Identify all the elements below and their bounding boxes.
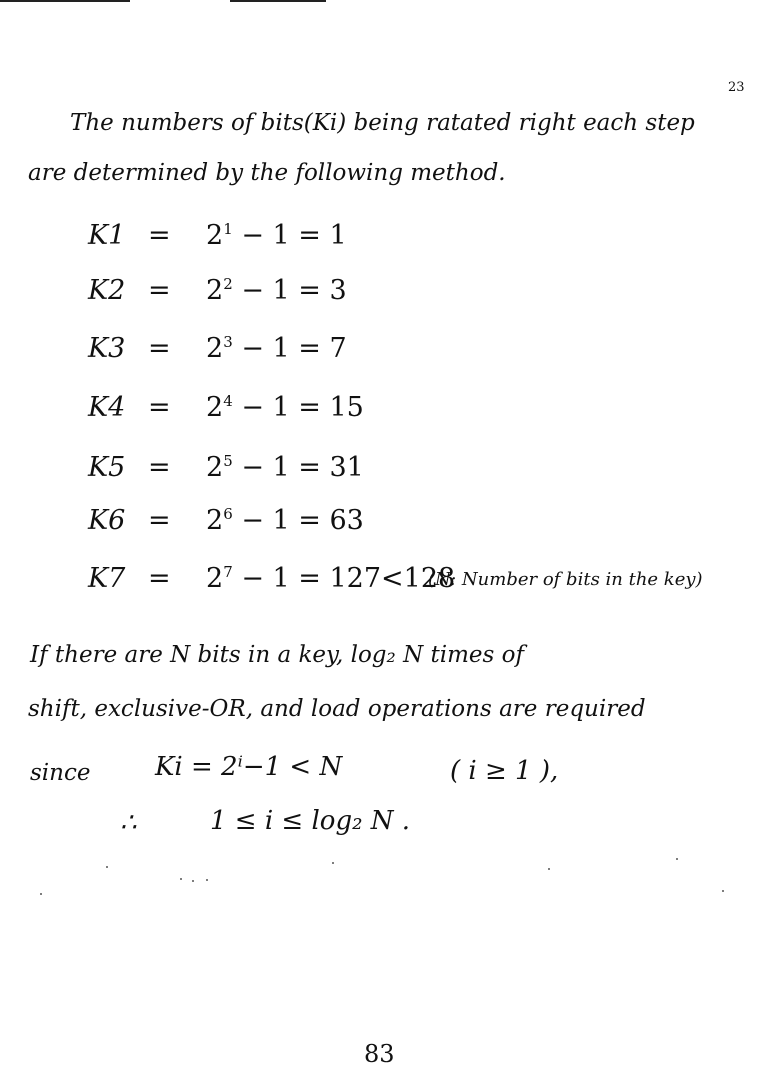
paper-speck bbox=[40, 893, 42, 895]
paper-speck bbox=[332, 862, 334, 864]
paper-speck bbox=[206, 879, 208, 881]
paper-speck bbox=[548, 868, 550, 870]
equals-sign: = bbox=[148, 220, 171, 251]
since-label: since bbox=[30, 760, 91, 786]
k-label: K5 bbox=[88, 452, 126, 483]
paper-speck bbox=[722, 890, 724, 892]
k-row bbox=[88, 563, 748, 611]
top-edge-line bbox=[0, 0, 130, 2]
k-label: K4 bbox=[88, 392, 126, 423]
equals-sign: = bbox=[148, 505, 171, 536]
intro-line-1: The numbers of bits(Ki) being ratated right each step bbox=[70, 110, 695, 136]
since-expression: Ki = 2ⁱ−1 < N bbox=[155, 752, 343, 782]
k-label: K6 bbox=[88, 505, 126, 536]
equals-sign: = bbox=[148, 452, 171, 483]
k-row bbox=[88, 505, 748, 553]
paper-speck bbox=[192, 880, 194, 882]
k-expression: $2^5 - 1 = 31$ bbox=[206, 452, 364, 483]
key-bits-note: (N: Number of bits in the key) bbox=[428, 569, 703, 590]
equals-sign: = bbox=[148, 333, 171, 364]
intro-line-2: are determined by the following method. bbox=[28, 160, 506, 186]
k-expression: $2^2 - 1 = 3$ bbox=[206, 275, 347, 306]
k-label: K7 bbox=[88, 563, 126, 594]
equals-sign: = bbox=[148, 275, 171, 306]
k-row bbox=[88, 220, 748, 268]
k-expression: $2^3 - 1 = 7$ bbox=[206, 333, 347, 364]
therefore-symbol: ∴ bbox=[120, 808, 137, 838]
paper-speck bbox=[180, 878, 182, 880]
k-expression: $2^6 - 1 = 63$ bbox=[206, 505, 364, 536]
corner-number: 23 bbox=[728, 80, 745, 95]
equals-sign: = bbox=[148, 392, 171, 423]
k-label: K3 bbox=[88, 333, 126, 364]
k-row bbox=[88, 452, 748, 500]
k-label: K2 bbox=[88, 275, 126, 306]
paper-speck bbox=[106, 866, 108, 868]
k-row bbox=[88, 392, 748, 440]
conclusion-line-1: If there are N bits in a key, log₂ N times of bbox=[30, 642, 524, 668]
equals-sign: = bbox=[148, 563, 171, 594]
therefore-expression: 1 ≤ i ≤ log₂ N . bbox=[210, 806, 411, 836]
k-expression: $2^7 - 1 = 127<128$ bbox=[206, 563, 456, 594]
top-edge-line bbox=[230, 0, 326, 2]
paper-speck bbox=[676, 858, 678, 860]
page-number: 83 bbox=[364, 1040, 395, 1068]
conclusion-line-2: shift, exclusive-OR, and load operations are required bbox=[28, 696, 646, 722]
k-expression: $2^1 - 1 = 1$ bbox=[206, 220, 347, 251]
k-row bbox=[88, 333, 748, 381]
since-condition: ( i ≥ 1 ), bbox=[450, 756, 559, 786]
k-row bbox=[88, 275, 748, 323]
k-expression: $2^4 - 1 = 15$ bbox=[206, 392, 364, 423]
k-label: K1 bbox=[88, 220, 126, 251]
